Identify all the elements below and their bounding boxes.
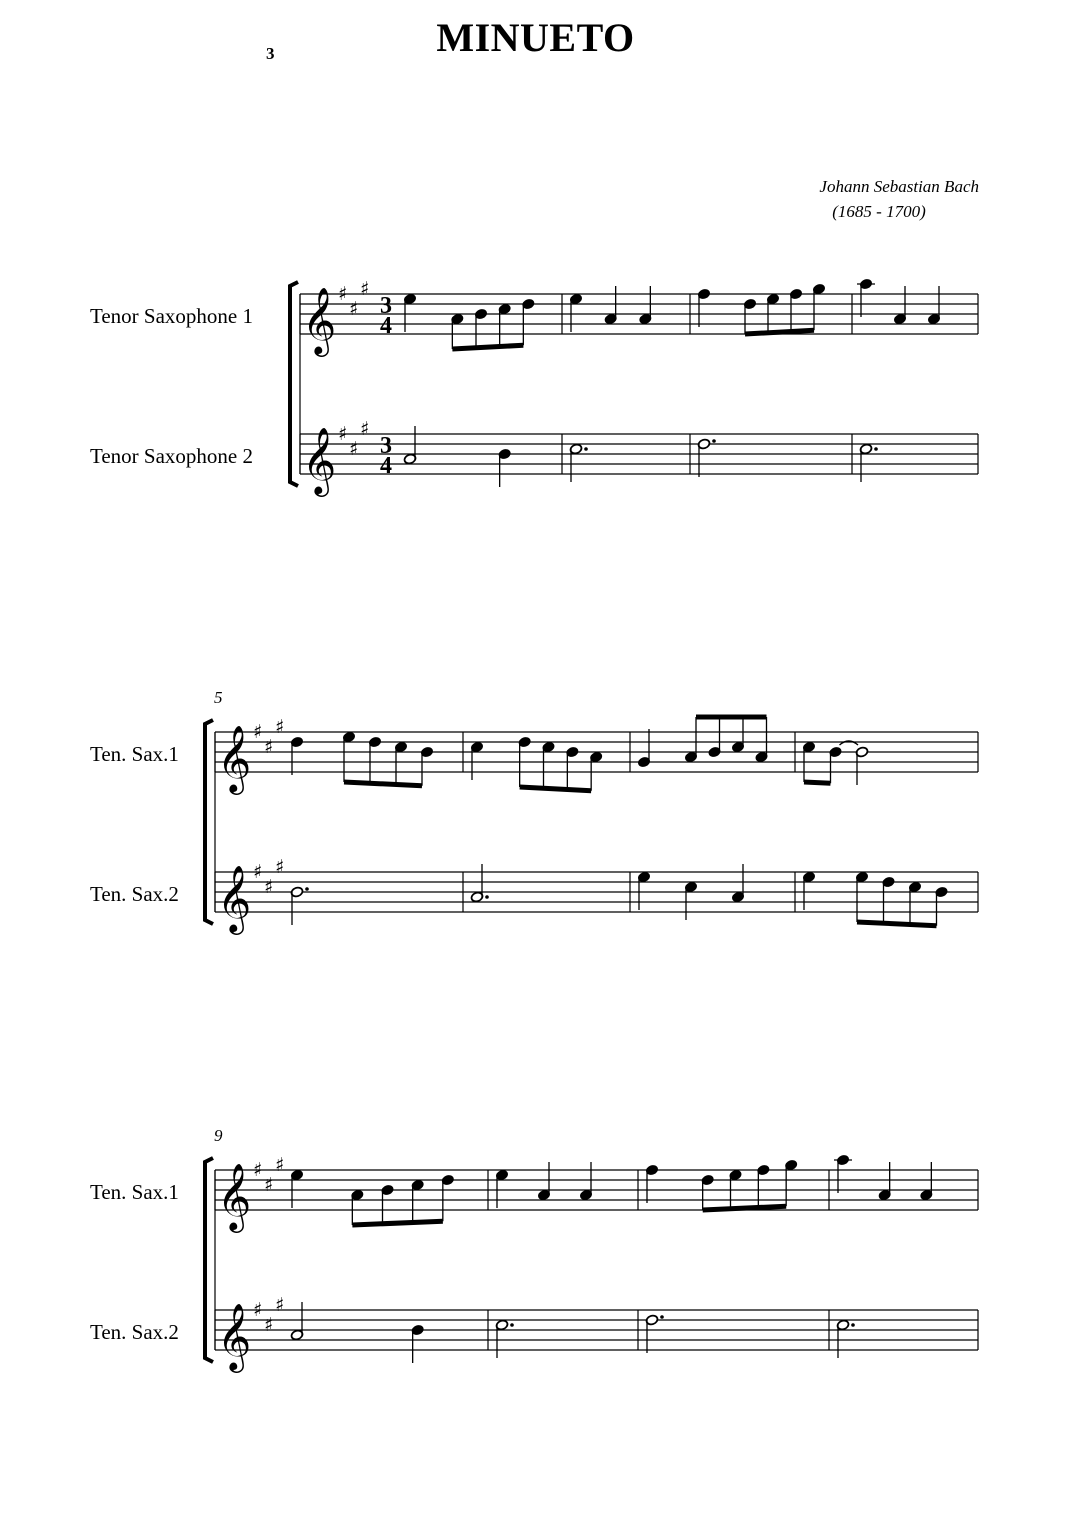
sharp-icon: ♯ xyxy=(349,438,359,460)
time-signature-numerator: 3 xyxy=(380,293,392,319)
beam xyxy=(352,1221,443,1225)
sharp-icon: ♯ xyxy=(264,1174,274,1196)
page-number: 3 xyxy=(266,44,275,63)
sharp-icon: ♯ xyxy=(360,278,370,300)
sharp-icon: ♯ xyxy=(275,716,285,738)
measure-number-5: 5 xyxy=(214,688,223,707)
sharp-icon: ♯ xyxy=(338,423,348,445)
staff-label-sax2-system3: Ten. Sax.2 xyxy=(90,1320,179,1344)
dot xyxy=(851,1323,855,1327)
dot xyxy=(712,439,716,443)
sharp-icon: ♯ xyxy=(338,283,348,305)
sharp-icon: ♯ xyxy=(275,1294,285,1316)
sharp-icon: ♯ xyxy=(275,1154,285,1176)
beam xyxy=(452,345,523,349)
sharp-icon: ♯ xyxy=(360,418,370,440)
staff-label-sax1-system2: Ten. Sax.1 xyxy=(90,742,179,766)
beam xyxy=(804,782,831,783)
time-signature-numerator: 3 xyxy=(380,433,392,459)
staff-label-sax2-system2: Ten. Sax.2 xyxy=(90,882,179,906)
composer-dates: (1685 - 1700) xyxy=(832,202,926,221)
sharp-icon: ♯ xyxy=(264,736,274,758)
staff-label-sax2-system1: Tenor Saxophone 2 xyxy=(90,444,253,468)
dot xyxy=(485,895,489,899)
beam xyxy=(857,922,937,926)
treble-clef-icon: 𝄞 xyxy=(302,426,337,494)
treble-clef-icon: 𝄞 xyxy=(217,1162,252,1230)
treble-clef-icon: 𝄞 xyxy=(217,864,252,932)
treble-clef-icon: 𝄞 xyxy=(217,1302,252,1370)
sharp-icon: ♯ xyxy=(275,856,285,878)
system-bracket xyxy=(205,1158,213,1362)
staff-label-sax1-system3: Ten. Sax.1 xyxy=(90,1180,179,1204)
treble-clef-icon: 𝄞 xyxy=(217,724,252,792)
time-signature-denominator: 4 xyxy=(380,313,392,339)
dot xyxy=(510,1323,514,1327)
sharp-icon: ♯ xyxy=(264,1314,274,1336)
sharp-icon: ♯ xyxy=(253,721,263,743)
treble-clef-icon: 𝄞 xyxy=(302,286,337,354)
sharp-icon: ♯ xyxy=(253,1299,263,1321)
sharp-icon: ♯ xyxy=(264,876,274,898)
composer-name: Johann Sebastian Bach xyxy=(819,177,979,196)
staff-label-sax1-system1: Tenor Saxophone 1 xyxy=(90,304,253,328)
sharp-icon: ♯ xyxy=(253,1159,263,1181)
page-title: MINUETO xyxy=(436,15,635,60)
sharp-icon: ♯ xyxy=(253,861,263,883)
dot xyxy=(874,447,878,451)
beam xyxy=(520,787,592,791)
time-signature-denominator: 4 xyxy=(380,453,392,479)
system-bracket xyxy=(290,282,298,486)
system-bracket xyxy=(205,720,213,924)
measure-number-9: 9 xyxy=(214,1126,223,1145)
dot xyxy=(660,1315,664,1319)
beam xyxy=(344,782,422,786)
dot xyxy=(305,887,309,891)
dot xyxy=(584,447,588,451)
sharp-icon: ♯ xyxy=(349,298,359,320)
